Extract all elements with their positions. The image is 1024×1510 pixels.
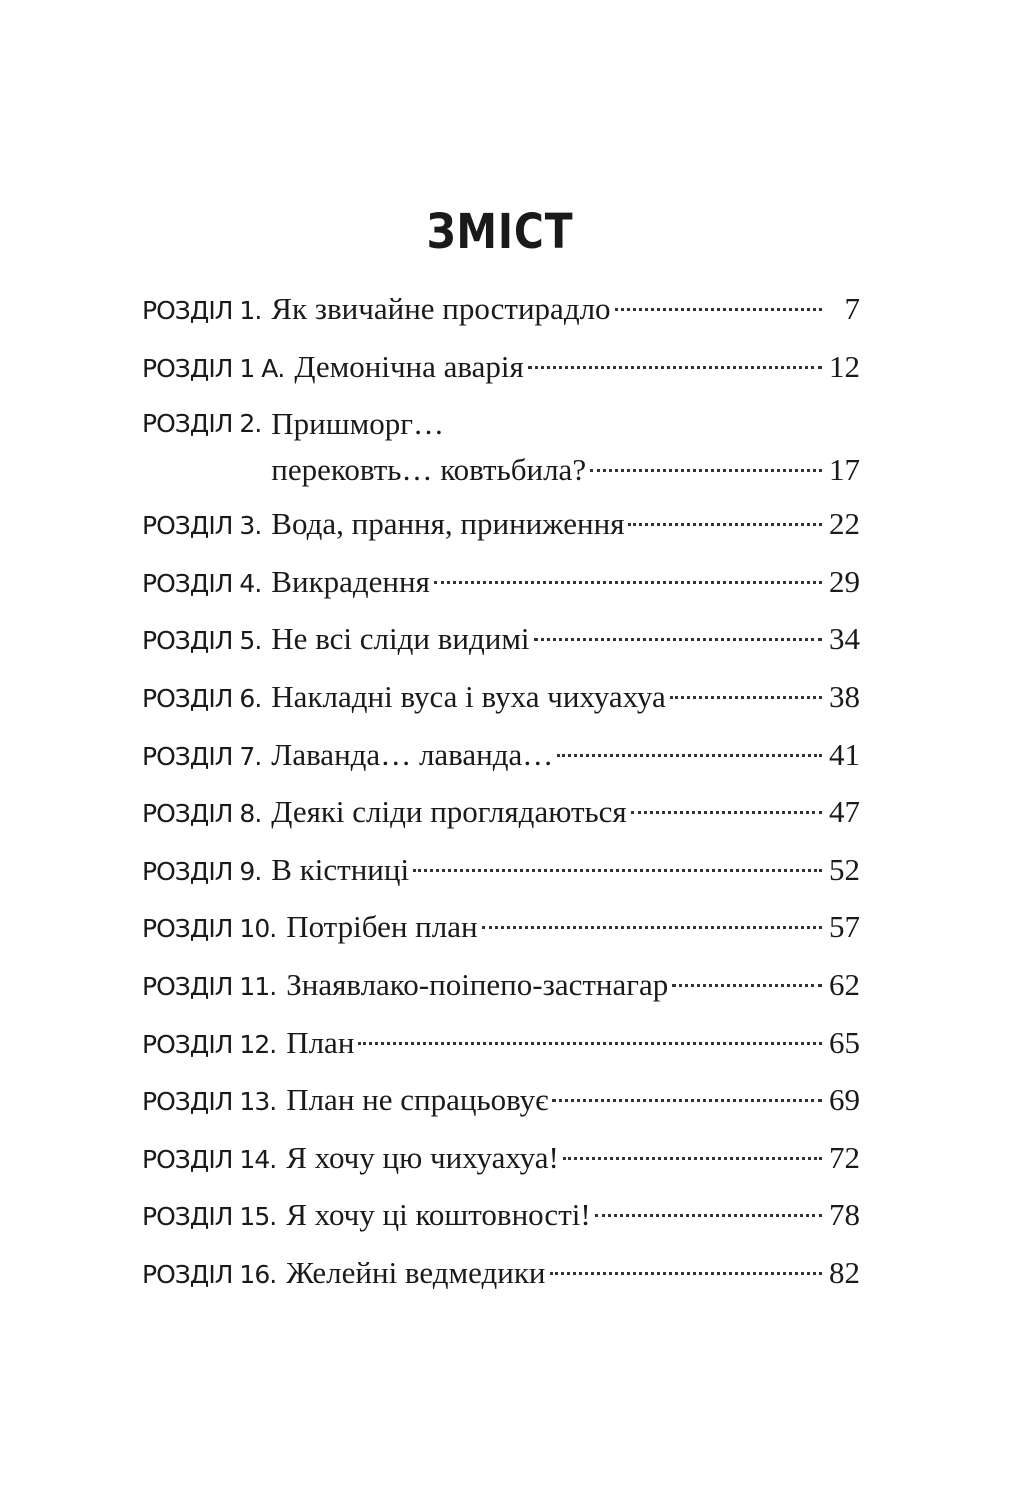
chapter-label: РОЗДІЛ 11. xyxy=(142,971,277,1001)
toc-entry[interactable] xyxy=(142,841,860,899)
chapter-label: РОЗДІЛ 7. xyxy=(142,741,262,771)
chapter-title: Демонічна аварія xyxy=(294,348,524,384)
page-number: 78 xyxy=(829,1197,860,1233)
chapter-label: РОЗДІЛ 4. xyxy=(142,568,262,598)
page-number: 7 xyxy=(844,291,860,326)
chapter-title: Желейні ведмедики xyxy=(286,1254,546,1290)
chapter-title: Викрадення xyxy=(271,563,430,599)
chapter-label: РОЗДІЛ 9. xyxy=(142,856,262,886)
chapter-title-line-2-row xyxy=(271,445,860,495)
chapter-label: РОЗДІЛ 2. xyxy=(142,409,262,439)
page-number: 62 xyxy=(829,966,860,1002)
dot-leader xyxy=(615,307,822,311)
toc-entry[interactable] xyxy=(142,280,860,338)
dot-leader xyxy=(434,580,822,584)
toc-entry[interactable] xyxy=(142,1129,860,1187)
dot-leader xyxy=(358,1041,822,1045)
chapter-title: Я хочу ці коштовності! xyxy=(286,1197,591,1233)
page-number: 72 xyxy=(829,1139,860,1175)
chapter-label: РОЗДІЛ 3. xyxy=(142,511,262,541)
page-number: 57 xyxy=(829,909,860,945)
dot-leader xyxy=(590,468,822,472)
chapter-label: РОЗДІЛ 1 А. xyxy=(142,353,285,383)
toc-entry[interactable] xyxy=(142,1244,860,1302)
chapter-label: РОЗДІЛ 13. xyxy=(142,1087,277,1117)
dot-leader xyxy=(528,365,822,369)
chapter-label: РОЗДІЛ 10. xyxy=(142,914,277,944)
dot-leader xyxy=(563,1156,822,1160)
chapter-title: Вода, прання, приниження xyxy=(271,506,625,542)
dot-leader xyxy=(557,753,822,757)
table-of-contents xyxy=(142,280,860,1302)
page-number: 34 xyxy=(829,621,860,657)
chapter-title: Не всі сліди видимі xyxy=(271,621,530,657)
chapter-label: РОЗДІЛ 8. xyxy=(142,799,262,829)
toc-entry[interactable] xyxy=(142,1014,860,1072)
page-number: 17 xyxy=(829,452,860,488)
dot-leader xyxy=(550,1271,823,1275)
page-number: 47 xyxy=(829,794,860,830)
chapter-title: Потрібен план xyxy=(286,909,478,945)
chapter-title: Деякі сліди проглядаються xyxy=(271,794,627,830)
toc-entry[interactable] xyxy=(142,338,860,396)
dot-leader xyxy=(482,925,822,929)
toc-entry[interactable] xyxy=(142,668,860,726)
page-number: 65 xyxy=(829,1024,860,1060)
toc-entry[interactable] xyxy=(142,395,860,495)
chapter-title: Лаванда… лаванда… xyxy=(271,736,554,772)
dot-leader xyxy=(534,637,822,641)
chapter-title-line-2: перековть… ковтьбила? xyxy=(271,452,587,488)
toc-entry[interactable] xyxy=(142,783,860,841)
chapter-label: РОЗДІЛ 16. xyxy=(142,1259,277,1289)
page-number: 12 xyxy=(829,348,860,384)
page-number: 22 xyxy=(829,506,860,542)
chapter-title: В кістниці xyxy=(271,851,410,887)
chapter-title-line-1: Пришморг… xyxy=(271,406,444,442)
dot-leader xyxy=(628,522,822,526)
chapter-label: РОЗДІЛ 14. xyxy=(142,1144,277,1174)
page-number: 38 xyxy=(829,678,860,714)
dot-leader xyxy=(670,695,822,699)
dot-leader xyxy=(595,1213,822,1217)
chapter-title: План не спрацьовує xyxy=(286,1082,549,1118)
toc-entry[interactable] xyxy=(142,726,860,784)
toc-heading: ЗМІСТ xyxy=(426,204,574,261)
chapter-label: РОЗДІЛ 5. xyxy=(142,626,262,656)
page-number: 69 xyxy=(829,1082,860,1118)
page-number: 29 xyxy=(829,563,860,599)
toc-entry[interactable] xyxy=(142,495,860,553)
dot-leader xyxy=(552,1098,822,1102)
page-number: 82 xyxy=(829,1254,860,1290)
chapter-title: План xyxy=(286,1024,355,1060)
chapter-title: Як звичайне простирадло xyxy=(271,291,611,326)
toc-entry[interactable] xyxy=(142,956,860,1014)
toc-entry[interactable] xyxy=(142,610,860,668)
chapter-label: РОЗДІЛ 6. xyxy=(142,683,262,713)
toc-entry[interactable] xyxy=(142,1186,860,1244)
dot-leader xyxy=(672,983,822,987)
chapter-label: РОЗДІЛ 12. xyxy=(142,1029,277,1059)
toc-entry[interactable] xyxy=(142,898,860,956)
chapter-title-wrap xyxy=(271,395,860,495)
page-number: 41 xyxy=(829,736,860,772)
chapter-label: РОЗДІЛ 15. xyxy=(142,1202,277,1232)
dot-leader xyxy=(631,810,822,814)
chapter-title: Знаявлако-поіпепо-застнагар xyxy=(286,966,669,1002)
toc-entry[interactable] xyxy=(142,1071,860,1129)
page-number: 52 xyxy=(829,851,860,887)
chapter-title: Я хочу цю чихуахуа! xyxy=(286,1139,559,1175)
toc-entry[interactable] xyxy=(142,553,860,611)
chapter-label: РОЗДІЛ 1. xyxy=(142,296,262,325)
dot-leader xyxy=(413,868,822,872)
chapter-title: Накладні вуса і вуха чихуахуа xyxy=(271,678,666,714)
